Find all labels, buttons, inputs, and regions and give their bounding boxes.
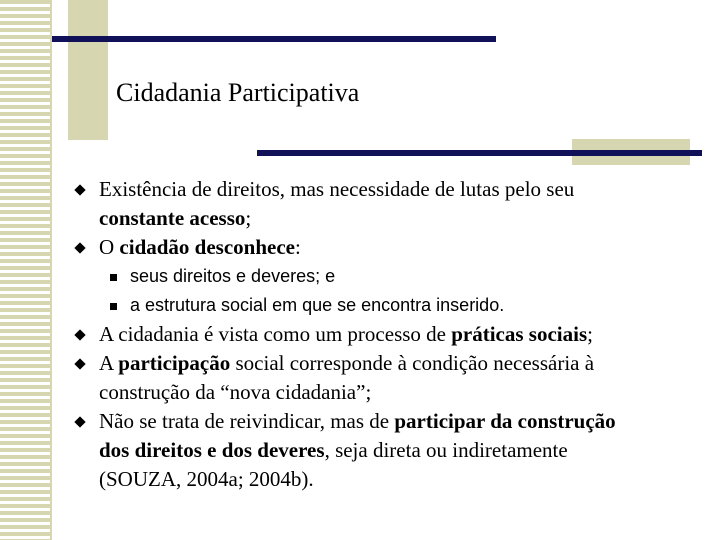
item-text: O (99, 235, 120, 259)
item-text: construção da “nova cidadania”; (99, 380, 372, 404)
bullet-list (70, 175, 710, 494)
diamond-bullet-icon (74, 242, 85, 253)
item-text: : (295, 235, 301, 259)
bullet-item-construction (70, 407, 710, 494)
sub-item-text: seus direitos e deveres; e (130, 266, 336, 286)
diamond-bullet-icon (74, 184, 85, 195)
item-bold: constante acesso (99, 206, 246, 230)
item-text: Não se trata de reivindicar, mas de (99, 409, 395, 433)
bottom-rule (257, 150, 702, 156)
diamond-bullet-icon (74, 329, 85, 340)
item-text: Existência de direitos, mas necessidade de lutas pelo seu (99, 177, 575, 201)
sub-item-rights-duties (70, 262, 710, 291)
item-citation: (SOUZA, 2004a; 2004b). (99, 467, 314, 491)
item-text: ; (587, 322, 593, 346)
item-text: ; (245, 206, 252, 230)
top-rule (52, 36, 496, 42)
item-text: A cidadania é vista como um processo de (99, 322, 452, 346)
square-bullet-icon (110, 303, 117, 310)
item-text: A (99, 351, 119, 375)
item-bold: dos direitos e dos deveres (99, 438, 325, 462)
item-text: social corresponde à condição necessária à (230, 351, 595, 375)
item-bold: participar da construção (394, 409, 616, 433)
item-bold: cidadão desconhece (119, 235, 295, 259)
slide-title: Cidadania Participativa (116, 78, 360, 107)
sub-item-social-structure (70, 291, 710, 320)
bullet-item-practices (70, 320, 710, 349)
title-accent-block (68, 0, 108, 140)
item-text: , seja direta ou indiretamente (324, 438, 568, 462)
square-bullet-icon (110, 274, 117, 281)
diamond-bullet-icon (74, 358, 85, 369)
bullet-item-citizen (70, 233, 710, 262)
item-bold: participação (118, 351, 231, 375)
striped-side-decoration (0, 0, 52, 540)
bullet-item-participation (70, 349, 710, 407)
diamond-bullet-icon (74, 416, 85, 427)
sub-item-text: a estrutura social em que se encontra inserido. (130, 295, 505, 315)
bullet-item-rights (70, 175, 710, 233)
item-bold: práticas sociais (451, 322, 588, 346)
